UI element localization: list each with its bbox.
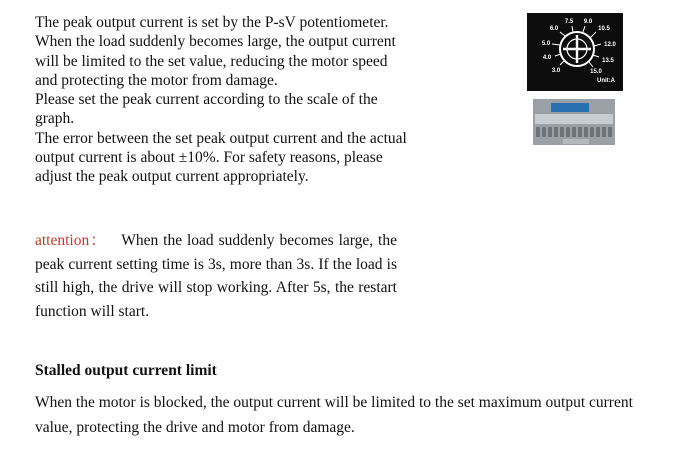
board-panel (535, 114, 613, 124)
board-terminal (596, 127, 600, 137)
dial-scale-label: 13.5 (602, 58, 614, 64)
board-terminal (554, 127, 558, 137)
stall-heading: Stalled output current limit (35, 362, 217, 379)
board-terminal (602, 127, 606, 137)
dial-unit-label: Unit:A (597, 78, 615, 84)
attention-label: attention： (35, 232, 107, 249)
board-terminal (578, 127, 582, 137)
dial-scale-label: 10.5 (598, 26, 610, 32)
driver-board-figure (533, 99, 615, 145)
intro-text (35, 13, 407, 187)
board-terminal (566, 127, 570, 137)
board-terminal (572, 127, 576, 137)
board-terminal (608, 127, 612, 137)
dial-scale-label: 15.0 (590, 69, 602, 75)
attention-body: When the load suddenly becomes large, the peak current setting time is 3s, more than 3s. If the load is still high, the drive will stop working. After 5s, the restart function will start. (35, 232, 397, 320)
board-terminal (560, 127, 564, 137)
board-terminal (536, 127, 540, 137)
board-terminal (584, 127, 588, 137)
intro-line-error: The error between the set peak output current and the actual output current is about ±10%. For safety reasons, please adjust the peak output current appropriately. (35, 129, 407, 186)
dial-scale-label: 5.0 (541, 41, 551, 47)
current-dial-figure (527, 13, 623, 91)
dial-scale-label: 3.0 (551, 68, 561, 74)
intro-line-set-by: The peak output current is set by the P-sV potentiometer. When the load suddenly becomes large, the output current will be limited to the set value, reducing the motor speed and protecting the motor from damage. (35, 14, 396, 89)
dial-scale-label: 9.0 (583, 19, 593, 25)
board-connector (563, 139, 589, 144)
stall-text: When the motor is blocked, the output current will be limited to the set maximum output current value, protecting the drive and motor from damage. (35, 394, 633, 436)
board-terminal (548, 127, 552, 137)
attention-text (35, 229, 397, 323)
board-terminal (542, 127, 546, 137)
board-terminal (590, 127, 594, 137)
dial-scale-label: 4.0 (542, 55, 552, 61)
board-display (551, 103, 589, 112)
dial-scale-label: 12.0 (604, 42, 616, 48)
dial-scale-label: 6.0 (549, 26, 559, 32)
intro-line-set-scale: Please set the peak current according to the scale of the graph. (35, 91, 378, 128)
dial-knob (560, 32, 594, 66)
dial-scale-label: 7.5 (564, 19, 574, 25)
